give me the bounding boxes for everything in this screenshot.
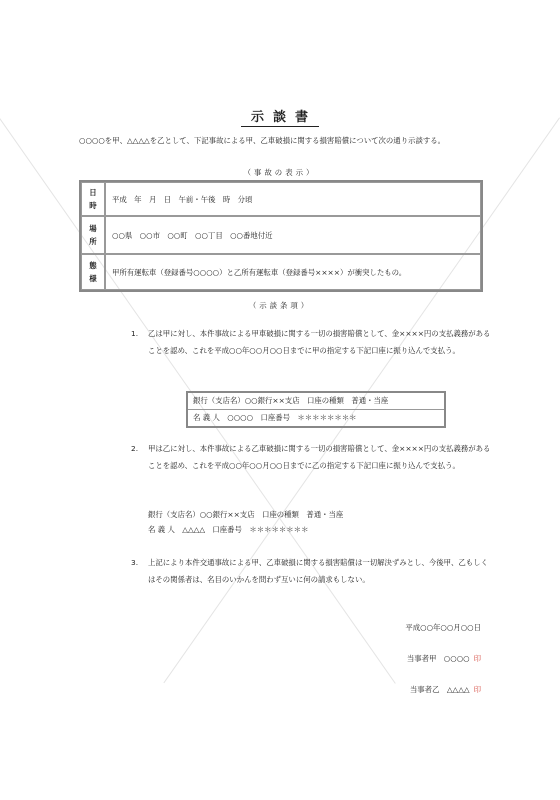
row-label-text: 日時: [89, 188, 97, 210]
seal-mark: 印: [473, 654, 481, 663]
party-b-name: 当事者乙 △△△△: [409, 685, 470, 694]
document-title: 示談書: [0, 106, 560, 125]
party-b-signature: [410, 684, 481, 695]
clause-text: 甲は乙に対し、本件事故による乙車破損に関する一切の損害賠償として、金××××円の支払義務があることを認め、これを平成○○年○○月○○日までに乙の指定する下記口座に振り込んで支払う。: [148, 444, 491, 470]
document-date: 平成○○年○○月○○日: [405, 623, 481, 632]
table-row: [81, 182, 481, 216]
bank-box-1: [186, 391, 446, 428]
intro-paragraph: ○○○○を甲、△△△△を乙として、下記事故による甲、乙車破損に関する損害賠償について次の通り示談する。: [79, 136, 446, 145]
row-label-text: 態様: [89, 261, 97, 283]
clause-number: 2.: [131, 444, 139, 453]
row-value: ○○県 ○○市 ○○町 ○○丁目 ○○番地付近: [105, 216, 481, 254]
row-label: [81, 254, 105, 290]
row-value: 平成 年 月 日 午前・午後 時 分頃: [105, 182, 481, 216]
clause-3: [131, 555, 493, 588]
terms-heading: （示談条項）: [248, 301, 312, 310]
party-a-signature: [407, 653, 481, 664]
row-label: [81, 216, 105, 254]
row-value: 甲所有運転車（登録番号○○○○）と乙所有運転車（登録番号××××）が衝突したもの。: [105, 254, 481, 290]
table-row: [81, 216, 481, 254]
table-row: [81, 254, 481, 290]
bank-line: 銀行（支店名）○○銀行××支店 口座の種類 普通・当座: [188, 393, 444, 410]
row-label: [81, 182, 105, 216]
account-line-2: 名 義 人 △△△△ 口座番号 ＊＊＊＊＊＊＊＊: [148, 525, 309, 534]
row-label-text: 場所: [89, 224, 97, 246]
clause-text: 乙は甲に対し、本件事故による甲車破損に関する一切の損害賠償として、金××××円の支払義務があることを認め、これを平成○○年○○月○○日までに甲の指定する下記口座に振り込んで支払う。: [148, 329, 491, 355]
clause-number: 3.: [131, 558, 139, 567]
bank-line-2: 銀行（支店名）○○銀行××支店 口座の種類 普通・当座: [148, 510, 344, 519]
account-line: 名 義 人 ○○○○ 口座番号 ＊＊＊＊＊＊＊＊: [193, 413, 357, 422]
clause-2: [131, 441, 493, 474]
accident-heading: （事故の表示）: [243, 168, 317, 177]
party-a-name: 当事者甲 ○○○○: [406, 654, 470, 663]
seal-mark: 印: [473, 685, 481, 694]
clause-text: 上記により本件交通事故による甲、乙車破損に関する損害賠償は一切解決ずみとし、今後甲、乙もしくはその関係者は、名目のいかんを問わず互いに何の請求もしない。: [148, 558, 488, 584]
clause-number: 1.: [131, 329, 139, 338]
clause-1: [131, 326, 493, 359]
accident-table: [79, 180, 483, 292]
